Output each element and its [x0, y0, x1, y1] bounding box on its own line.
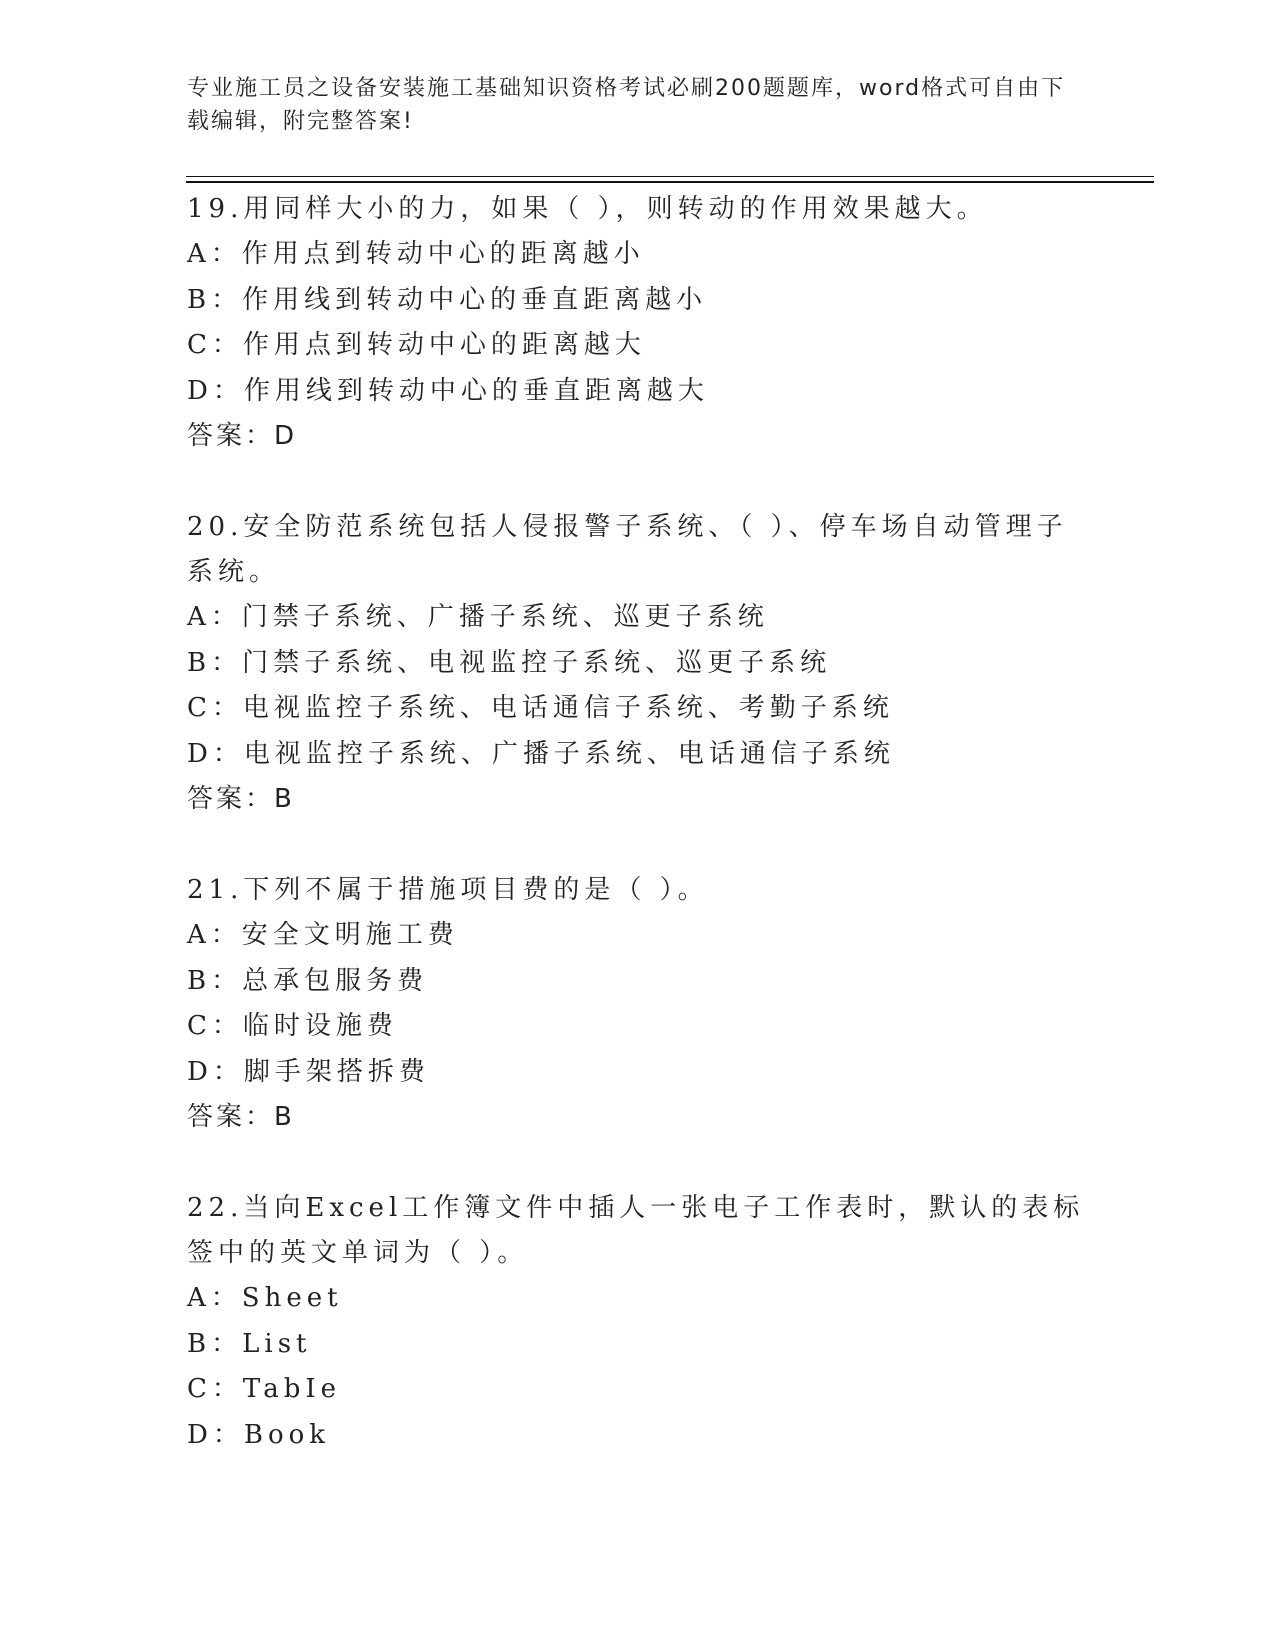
option-d: D：作用线到转动中心的垂直距离越大	[187, 375, 709, 406]
question-19	[187, 187, 1087, 459]
question-stem: 19.用同样大小的力，如果（ ），则转动的作用效果越大。	[187, 194, 988, 224]
option-d: D：Book	[187, 1419, 331, 1450]
question-21	[187, 868, 1087, 1140]
answer: 答案：B	[187, 784, 295, 814]
question-22	[187, 1186, 1087, 1458]
option-b: B：List	[187, 1328, 312, 1359]
option-d: D：电视监控子系统、广播子系统、电话通信子系统	[187, 738, 895, 769]
header-divider-thick	[186, 181, 1154, 183]
option-c: C：临时设施费	[187, 1011, 398, 1041]
option-d: D：脚手架搭拆费	[187, 1056, 430, 1087]
option-c: C：电视监控子系统、电话通信子系统、考勤子系统	[187, 693, 894, 723]
option-b: B：总承包服务费	[187, 965, 429, 996]
option-a: A：门禁子系统、广播子系统、巡更子系统	[187, 602, 769, 632]
option-c: C：作用点到转动中心的距离越大	[187, 330, 646, 360]
question-stem: 22.当向Excel工作簿文件中插人一张电子工作表时，默认的表标签中的英文单词为（ ）。	[187, 1193, 1085, 1268]
question-list	[187, 187, 1087, 1504]
option-a: A：作用点到转动中心的距离越小	[187, 239, 645, 269]
question-stem: 20.安全防范系统包括人侵报警子系统、（ ）、停车场自动管理子系统。	[187, 512, 1068, 587]
option-b: B：门禁子系统、电视监控子系统、巡更子系统	[187, 647, 832, 678]
answer: 答案：B	[187, 1102, 295, 1132]
option-c: C：TabIe	[187, 1374, 342, 1404]
document-header	[187, 72, 1067, 138]
question-20	[187, 505, 1087, 822]
header-divider-thin	[186, 176, 1154, 177]
answer: 答案：D	[187, 421, 298, 451]
header-title: 专业施工员之设备安装施工基础知识资格考试必刷200题题库，word格式可自由下载编辑，附完整答案!	[187, 76, 1066, 134]
option-a: A：Sheet	[187, 1283, 343, 1313]
option-b: B：作用线到转动中心的垂直距离越小	[187, 284, 708, 315]
option-a: A：安全文明施工费	[187, 920, 459, 950]
question-stem: 21.下列不属于措施项目费的是（ ）。	[187, 875, 709, 905]
